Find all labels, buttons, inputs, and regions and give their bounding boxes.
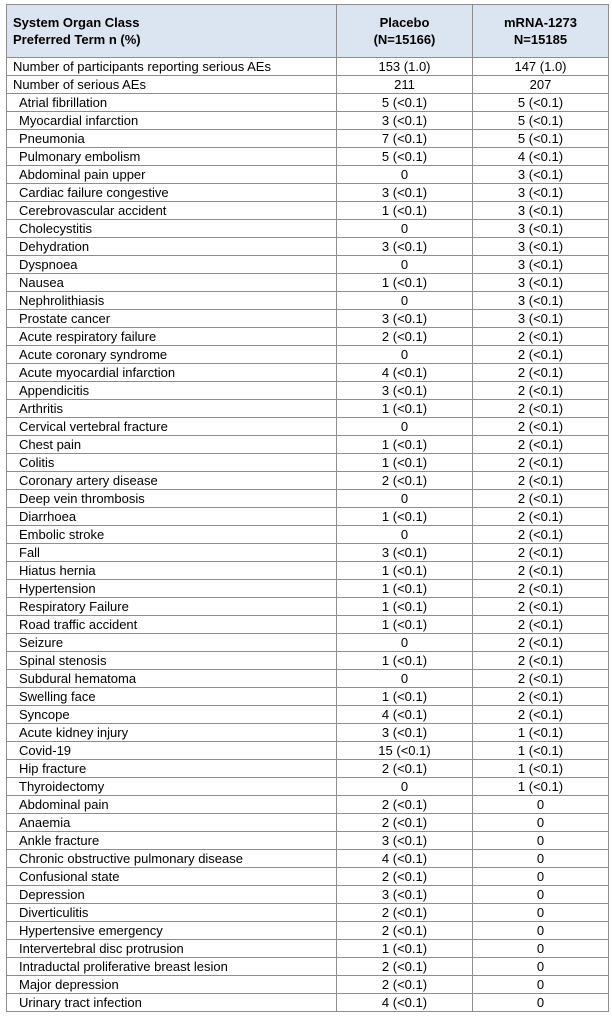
mrna-value: 2 (<0.1) — [473, 580, 609, 598]
mrna-value: 2 (<0.1) — [473, 364, 609, 382]
table-row — [7, 418, 609, 436]
placebo-value: 1 (<0.1) — [337, 598, 473, 616]
table-body — [7, 58, 609, 1012]
mrna-value: 2 (<0.1) — [473, 526, 609, 544]
row-label: Thyroidectomy — [7, 778, 337, 796]
row-label: Acute myocardial infarction — [7, 364, 337, 382]
placebo-value: 1 (<0.1) — [337, 508, 473, 526]
placebo-value: 1 (<0.1) — [337, 616, 473, 634]
table-row — [7, 94, 609, 112]
table-row — [7, 454, 609, 472]
mrna-value: 0 — [473, 994, 609, 1012]
row-label: Acute respiratory failure — [7, 328, 337, 346]
table-row — [7, 634, 609, 652]
row-label: Urinary tract infection — [7, 994, 337, 1012]
mrna-value: 2 (<0.1) — [473, 616, 609, 634]
mrna-value: 2 (<0.1) — [473, 400, 609, 418]
row-label: Diarrhoea — [7, 508, 337, 526]
row-label: Atrial fibrillation — [7, 94, 337, 112]
table-row — [7, 904, 609, 922]
mrna-value: 0 — [473, 796, 609, 814]
placebo-value: 0 — [337, 670, 473, 688]
placebo-value: 0 — [337, 634, 473, 652]
mrna-value: 0 — [473, 814, 609, 832]
placebo-value: 1 (<0.1) — [337, 454, 473, 472]
summary-row — [7, 76, 609, 94]
row-label: Hypertension — [7, 580, 337, 598]
serious-ae-table — [6, 4, 609, 1012]
table-row — [7, 346, 609, 364]
placebo-value: 3 (<0.1) — [337, 724, 473, 742]
table-row — [7, 202, 609, 220]
mrna-value: 0 — [473, 868, 609, 886]
placebo-value: 2 (<0.1) — [337, 976, 473, 994]
placebo-value: 2 (<0.1) — [337, 796, 473, 814]
mrna-value: 3 (<0.1) — [473, 310, 609, 328]
row-label: Intraductal proliferative breast lesion — [7, 958, 337, 976]
placebo-value: 7 (<0.1) — [337, 130, 473, 148]
placebo-value: 2 (<0.1) — [337, 958, 473, 976]
table-row — [7, 922, 609, 940]
table-row — [7, 544, 609, 562]
row-label: Road traffic accident — [7, 616, 337, 634]
table-row — [7, 400, 609, 418]
mrna-value: 2 (<0.1) — [473, 382, 609, 400]
placebo-value: 1 (<0.1) — [337, 436, 473, 454]
row-label: Subdural hematoma — [7, 670, 337, 688]
row-label: Seizure — [7, 634, 337, 652]
row-label: Number of serious AEs — [7, 76, 337, 94]
table-row — [7, 670, 609, 688]
row-label: Acute kidney injury — [7, 724, 337, 742]
table-row — [7, 238, 609, 256]
row-label: Nausea — [7, 274, 337, 292]
mrna-value: 0 — [473, 850, 609, 868]
summary-row — [7, 58, 609, 76]
placebo-value: 5 (<0.1) — [337, 148, 473, 166]
row-label: Pulmonary embolism — [7, 148, 337, 166]
table-row — [7, 292, 609, 310]
table-row — [7, 328, 609, 346]
mrna-value: 0 — [473, 832, 609, 850]
row-label: Coronary artery disease — [7, 472, 337, 490]
mrna-value: 3 (<0.1) — [473, 184, 609, 202]
placebo-value: 1 (<0.1) — [337, 562, 473, 580]
mrna-value: 0 — [473, 976, 609, 994]
placebo-value: 0 — [337, 256, 473, 274]
row-label: Deep vein thrombosis — [7, 490, 337, 508]
table-row — [7, 706, 609, 724]
mrna-value: 2 (<0.1) — [473, 508, 609, 526]
row-label: Myocardial infarction — [7, 112, 337, 130]
table-row — [7, 598, 609, 616]
mrna-value: 2 (<0.1) — [473, 472, 609, 490]
row-label: Cardiac failure congestive — [7, 184, 337, 202]
mrna-value: 3 (<0.1) — [473, 256, 609, 274]
row-label: Hiatus hernia — [7, 562, 337, 580]
table-row — [7, 652, 609, 670]
table-row — [7, 850, 609, 868]
mrna-value: 3 (<0.1) — [473, 166, 609, 184]
table-row — [7, 382, 609, 400]
placebo-value: 0 — [337, 346, 473, 364]
mrna-value: 3 (<0.1) — [473, 202, 609, 220]
mrna-value: 2 (<0.1) — [473, 688, 609, 706]
table-row — [7, 148, 609, 166]
row-label: Prostate cancer — [7, 310, 337, 328]
placebo-value: 1 (<0.1) — [337, 940, 473, 958]
row-label: Depression — [7, 886, 337, 904]
placebo-value: 0 — [337, 166, 473, 184]
placebo-value: 0 — [337, 418, 473, 436]
mrna-value: 2 (<0.1) — [473, 634, 609, 652]
mrna-value: 0 — [473, 922, 609, 940]
row-label: Cerebrovascular accident — [7, 202, 337, 220]
table-row — [7, 130, 609, 148]
mrna-value: 3 (<0.1) — [473, 220, 609, 238]
placebo-value: 3 (<0.1) — [337, 310, 473, 328]
header-row — [7, 5, 609, 58]
placebo-value: 2 (<0.1) — [337, 472, 473, 490]
placebo-value: 153 (1.0) — [337, 58, 473, 76]
mrna-value: 0 — [473, 904, 609, 922]
row-label: Swelling face — [7, 688, 337, 706]
table-row — [7, 760, 609, 778]
placebo-value: 15 (<0.1) — [337, 742, 473, 760]
placebo-value: 0 — [337, 292, 473, 310]
row-label: Appendicitis — [7, 382, 337, 400]
mrna-value: 1 (<0.1) — [473, 760, 609, 778]
table-row — [7, 868, 609, 886]
table-row — [7, 112, 609, 130]
placebo-value: 0 — [337, 526, 473, 544]
table-row — [7, 490, 609, 508]
row-label: Intervertebral disc protrusion — [7, 940, 337, 958]
row-label: Colitis — [7, 454, 337, 472]
mrna-value: 1 (<0.1) — [473, 724, 609, 742]
mrna-value: 5 (<0.1) — [473, 130, 609, 148]
mrna-value: 1 (<0.1) — [473, 742, 609, 760]
table-row — [7, 526, 609, 544]
table-row — [7, 184, 609, 202]
placebo-value: 2 (<0.1) — [337, 328, 473, 346]
row-label: Dehydration — [7, 238, 337, 256]
table-row — [7, 364, 609, 382]
placebo-value: 1 (<0.1) — [337, 202, 473, 220]
mrna-value: 0 — [473, 886, 609, 904]
row-label: Arthritis — [7, 400, 337, 418]
placebo-value: 4 (<0.1) — [337, 850, 473, 868]
table-row — [7, 616, 609, 634]
placebo-value: 2 (<0.1) — [337, 760, 473, 778]
table-row — [7, 814, 609, 832]
row-label: Diverticulitis — [7, 904, 337, 922]
placebo-value: 1 (<0.1) — [337, 652, 473, 670]
table-row — [7, 724, 609, 742]
placebo-value: 3 (<0.1) — [337, 544, 473, 562]
placebo-value: 211 — [337, 76, 473, 94]
table-row — [7, 886, 609, 904]
mrna-value: 147 (1.0) — [473, 58, 609, 76]
table-row — [7, 580, 609, 598]
table-row — [7, 508, 609, 526]
row-label: Fall — [7, 544, 337, 562]
row-label: Anaemia — [7, 814, 337, 832]
mrna-value: 2 (<0.1) — [473, 328, 609, 346]
placebo-value: 2 (<0.1) — [337, 904, 473, 922]
placebo-value: 4 (<0.1) — [337, 364, 473, 382]
mrna-value: 2 (<0.1) — [473, 562, 609, 580]
row-label: Chronic obstructive pulmonary disease — [7, 850, 337, 868]
table-row — [7, 940, 609, 958]
placebo-value: 0 — [337, 490, 473, 508]
mrna-value: 5 (<0.1) — [473, 112, 609, 130]
row-label: Acute coronary syndrome — [7, 346, 337, 364]
row-label: Syncope — [7, 706, 337, 724]
placebo-value: 2 (<0.1) — [337, 868, 473, 886]
table-row — [7, 688, 609, 706]
mrna-value: 2 (<0.1) — [473, 544, 609, 562]
placebo-value: 2 (<0.1) — [337, 922, 473, 940]
row-label: Spinal stenosis — [7, 652, 337, 670]
placebo-value: 1 (<0.1) — [337, 274, 473, 292]
row-label: Embolic stroke — [7, 526, 337, 544]
row-label: Confusional state — [7, 868, 337, 886]
row-label: Abdominal pain upper — [7, 166, 337, 184]
mrna-value: 2 (<0.1) — [473, 598, 609, 616]
placebo-value: 3 (<0.1) — [337, 832, 473, 850]
row-label: Nephrolithiasis — [7, 292, 337, 310]
mrna-value: 2 (<0.1) — [473, 706, 609, 724]
header-soc-term: System Organ Class Preferred Term n (%) — [7, 5, 337, 58]
mrna-value: 1 (<0.1) — [473, 778, 609, 796]
row-label: Covid-19 — [7, 742, 337, 760]
placebo-value: 3 (<0.1) — [337, 112, 473, 130]
mrna-value: 3 (<0.1) — [473, 274, 609, 292]
table-row — [7, 436, 609, 454]
row-label: Abdominal pain — [7, 796, 337, 814]
placebo-value: 1 (<0.1) — [337, 400, 473, 418]
mrna-value: 3 (<0.1) — [473, 238, 609, 256]
table-row — [7, 796, 609, 814]
table-row — [7, 274, 609, 292]
row-label: Number of participants reporting serious AEs — [7, 58, 337, 76]
header-placebo: Placebo (N=15166) — [337, 5, 473, 58]
mrna-value: 0 — [473, 958, 609, 976]
placebo-value: 5 (<0.1) — [337, 94, 473, 112]
table-row — [7, 562, 609, 580]
placebo-value: 2 (<0.1) — [337, 814, 473, 832]
table-row — [7, 742, 609, 760]
table-header — [7, 5, 609, 58]
row-label: Respiratory Failure — [7, 598, 337, 616]
row-label: Hip fracture — [7, 760, 337, 778]
mrna-value: 2 (<0.1) — [473, 436, 609, 454]
table-row — [7, 832, 609, 850]
placebo-value: 1 (<0.1) — [337, 688, 473, 706]
row-label: Dyspnoea — [7, 256, 337, 274]
row-label: Hypertensive emergency — [7, 922, 337, 940]
table-row — [7, 166, 609, 184]
row-label: Ankle fracture — [7, 832, 337, 850]
table-row — [7, 310, 609, 328]
row-label: Major depression — [7, 976, 337, 994]
row-label: Pneumonia — [7, 130, 337, 148]
mrna-value: 2 (<0.1) — [473, 454, 609, 472]
mrna-value: 2 (<0.1) — [473, 490, 609, 508]
mrna-value: 5 (<0.1) — [473, 94, 609, 112]
table-row — [7, 472, 609, 490]
placebo-value: 0 — [337, 220, 473, 238]
table-row — [7, 220, 609, 238]
placebo-value: 4 (<0.1) — [337, 994, 473, 1012]
row-label: Chest pain — [7, 436, 337, 454]
placebo-value: 4 (<0.1) — [337, 706, 473, 724]
mrna-value: 2 (<0.1) — [473, 346, 609, 364]
row-label: Cervical vertebral fracture — [7, 418, 337, 436]
mrna-value: 4 (<0.1) — [473, 148, 609, 166]
placebo-value: 3 (<0.1) — [337, 238, 473, 256]
row-label: Cholecystitis — [7, 220, 337, 238]
table-row — [7, 976, 609, 994]
table-row — [7, 994, 609, 1012]
header-mrna-1273: mRNA-1273 N=15185 — [473, 5, 609, 58]
placebo-value: 3 (<0.1) — [337, 886, 473, 904]
mrna-value: 0 — [473, 940, 609, 958]
mrna-value: 2 (<0.1) — [473, 652, 609, 670]
placebo-value: 3 (<0.1) — [337, 382, 473, 400]
mrna-value: 207 — [473, 76, 609, 94]
mrna-value: 2 (<0.1) — [473, 670, 609, 688]
table-row — [7, 778, 609, 796]
table-row — [7, 958, 609, 976]
mrna-value: 2 (<0.1) — [473, 418, 609, 436]
placebo-value: 1 (<0.1) — [337, 580, 473, 598]
placebo-value: 0 — [337, 778, 473, 796]
table-row — [7, 256, 609, 274]
placebo-value: 3 (<0.1) — [337, 184, 473, 202]
mrna-value: 3 (<0.1) — [473, 292, 609, 310]
